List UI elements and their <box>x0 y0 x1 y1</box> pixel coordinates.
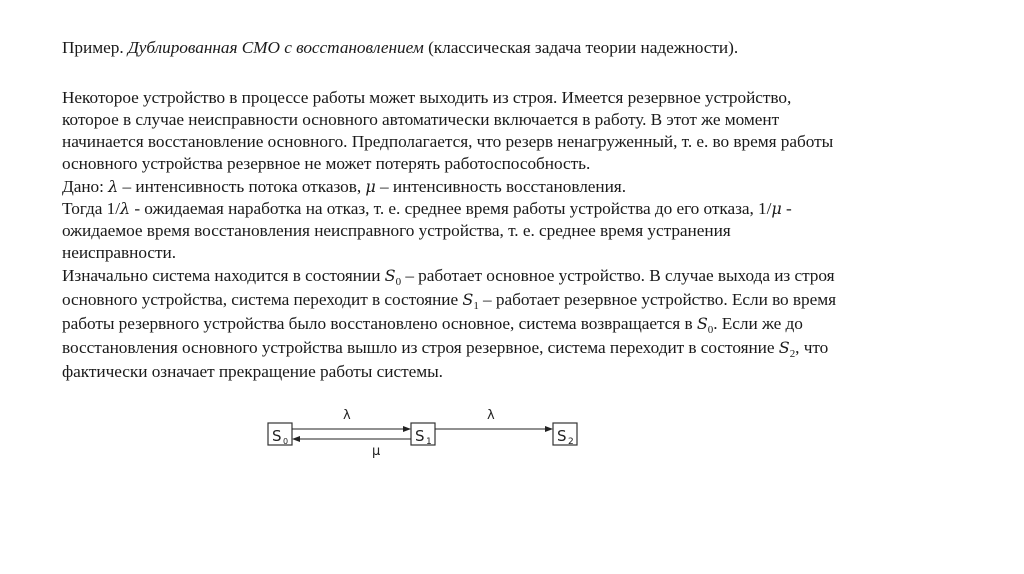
text-fragment: – работает основное устройство. В случае выхода из строя <box>401 266 835 285</box>
state-s2-box <box>553 423 577 447</box>
state-subscript: 0 <box>707 324 714 336</box>
text-line-13: фактически означает прекращение работы системы. <box>62 362 443 381</box>
mu-symbol: μ <box>365 177 376 196</box>
mtbf-text: - ожидаемая наработка на отказ, т. е. среднее время работы устройства до его отказа, 1/ <box>130 199 772 218</box>
mu-definition: – интенсивность восстановления. <box>375 177 626 196</box>
text-line-8: неисправности. <box>62 243 176 262</box>
mu-symbol: μ <box>771 199 782 218</box>
state-symbol: S <box>462 290 474 309</box>
state-s0-subscript: 0 <box>283 437 289 446</box>
state-subscript: 1 <box>473 300 479 312</box>
dash-text: - <box>781 199 792 218</box>
text-line-7: ожидаемое время восстановления неисправного устройства, т. е. среднее время устранения <box>62 221 731 240</box>
state-s0-box <box>268 423 292 446</box>
state-s0-letter: S <box>272 427 282 445</box>
text-line-4: основного устройства резервное не может потерять работоспособность. <box>62 154 591 173</box>
text-fragment: . Если же до <box>713 314 803 333</box>
text-fragment: работы резервного устройства было восстановлено основное, система возвращается в <box>62 314 697 333</box>
state-symbol: S <box>384 266 396 285</box>
given-label: Дано: <box>62 177 109 196</box>
text-fragment: , что <box>795 338 829 357</box>
state-s1-box <box>411 423 435 447</box>
text-fragment: основного устройства, система переходит в состояние <box>62 290 463 309</box>
then-text: Тогда 1/ <box>62 199 120 218</box>
text-line-1: Некоторое устройство в процессе работы может выходить из строя. Имеется резервное устройство, <box>62 88 792 107</box>
title-suffix: (классическая задача теории надежности). <box>423 38 739 57</box>
lambda-symbol: λ <box>108 177 119 196</box>
title-italic: Дублированная СМО с восстановлением <box>127 38 424 57</box>
state-s1-letter: S <box>415 427 425 445</box>
state-s2-subscript: 2 <box>568 437 574 447</box>
text-line-2: которое в случае неисправности основного автоматически включается в работу. В этот же момент <box>62 110 780 129</box>
lambda-definition: – интенсивность потока отказов, <box>118 177 366 196</box>
text-fragment: Изначально система находится в состоянии <box>62 266 385 285</box>
state-symbol: S <box>696 314 708 333</box>
title-prefix: Пример. <box>62 38 128 57</box>
text-fragment: восстановления основного устройства вышло из строя резервное, система переходит в состояние <box>62 338 779 357</box>
state-s2-letter: S <box>557 427 567 445</box>
state-s1-subscript: 1 <box>426 437 432 447</box>
state-subscript: 2 <box>789 348 796 360</box>
text-fragment: – работает резервное устройство. Если во время <box>478 290 837 309</box>
mu-label-s1-s0: μ <box>372 444 381 459</box>
lambda-symbol: λ <box>119 199 131 218</box>
state-symbol: S <box>778 338 790 357</box>
lambda-label-s0-s1: λ <box>343 408 351 423</box>
state-subscript: 0 <box>395 276 402 288</box>
text-line-3: начинается восстановление основного. Предполагается, что резерв ненагруженный, т. е. во время работы <box>62 132 834 151</box>
lambda-label-s1-s2: λ <box>487 408 495 423</box>
